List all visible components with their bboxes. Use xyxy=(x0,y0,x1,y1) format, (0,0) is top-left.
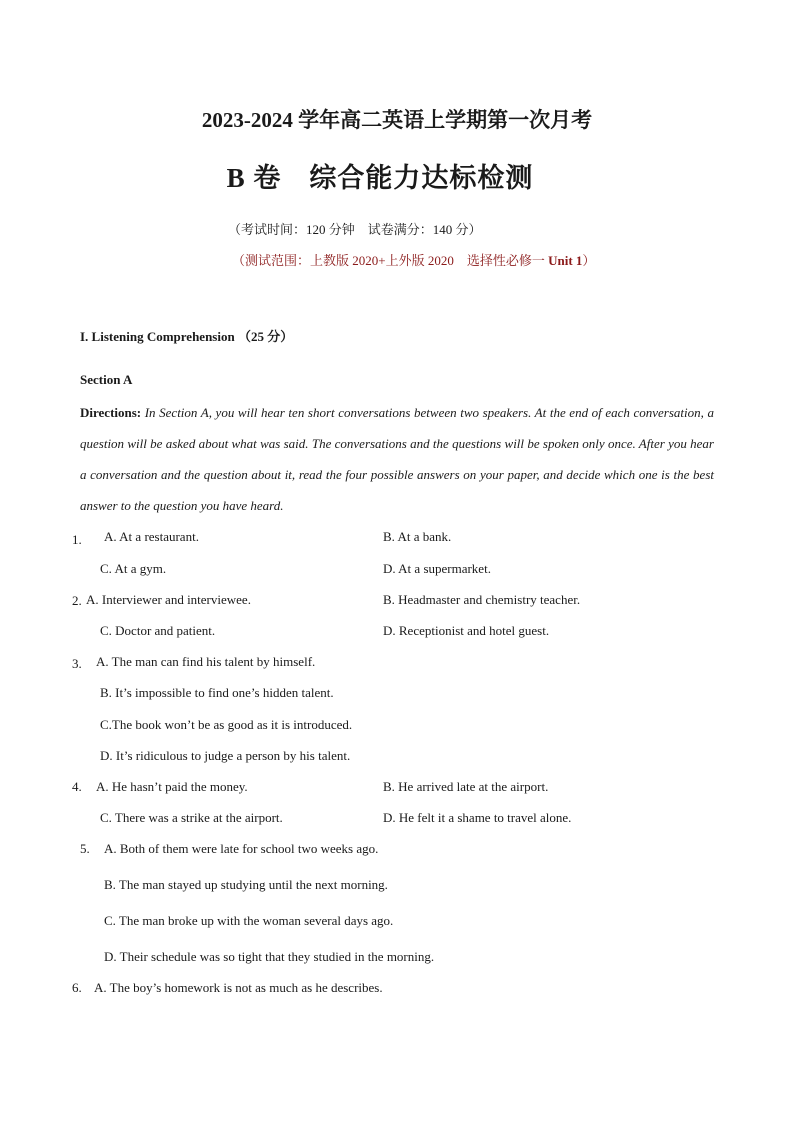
question-2-number: 2. xyxy=(72,593,82,608)
question-6-option-a: A. The boy’s homework is not as much as he describes. xyxy=(94,980,383,995)
question-5-option-d: D. Their schedule was so tight that they studied in the morning. xyxy=(104,949,435,964)
question-3-option-a: A. The man can find his talent by himself. xyxy=(96,654,316,669)
question-1-option-b: B. At a bank. xyxy=(383,529,452,544)
question-5-option-a: A. Both of them were late for school two weeks ago. xyxy=(104,841,379,856)
question-4-option-a: A. He hasn’t paid the money. xyxy=(96,779,248,794)
question-2-option-c: C. Doctor and patient. xyxy=(100,623,216,638)
question-2-option-a: A. Interviewer and interviewee. xyxy=(86,592,251,607)
question-1-option-c: C. At a gym. xyxy=(100,561,167,576)
scope-text: 上教版 2020+上外版 2020 选择性必修一 xyxy=(310,253,549,268)
question-4-number: 4. xyxy=(72,779,82,794)
exam-scope xyxy=(232,250,595,269)
question-2-option-b: B. Headmaster and chemistry teacher. xyxy=(383,592,581,607)
question-1-number: 1. xyxy=(72,532,82,547)
question-5-option-b: B. The man stayed up studying until the next morning. xyxy=(104,877,388,892)
question-4-option-b: B. He arrived late at the airport. xyxy=(383,779,549,794)
section-a-heading: Section A xyxy=(80,372,133,387)
question-3-option-b: B. It’s impossible to find one’s hidden talent. xyxy=(100,685,334,700)
question-1-option-a: A. At a restaurant. xyxy=(104,529,199,544)
question-3-option-c: C.The book won’t be as good as it is introduced. xyxy=(100,717,353,732)
directions-paragraph xyxy=(80,397,714,521)
exam-title: 2023-2024 学年高二英语上学期第一次月考 xyxy=(201,108,593,132)
exam-time-info: （考试时间：120 分钟 试卷满分：140 分） xyxy=(228,222,482,237)
exam-subtitle: B 卷 综合能力达标检测 xyxy=(226,163,534,193)
scope-prefix: （测试范围： xyxy=(232,253,311,268)
section-heading: I. Listening Comprehension （25 分） xyxy=(80,329,294,344)
directions-text: In Section A, you will hear ten short conversations between two speakers. At the end of each conversation, a question will be asked about what was said. The conversations and the questions will be spoken only once. After you hear a conversation and the question about it, read the four possible answers on your paper, and decide which one is the best answer to the question you have heard. xyxy=(80,405,714,513)
scope-unit: Unit 1 xyxy=(548,253,583,268)
question-4-option-c: C. There was a strike at the airport. xyxy=(100,810,283,825)
question-1-option-d: D. At a supermarket. xyxy=(383,561,491,576)
directions-label: Directions: xyxy=(80,405,142,420)
question-5-number: 5. xyxy=(80,841,90,856)
question-3-option-d: D. It’s ridiculous to judge a person by his talent. xyxy=(100,748,351,763)
question-5-option-c: C. The man broke up with the woman several days ago. xyxy=(104,913,394,928)
scope-suffix: ） xyxy=(582,253,596,268)
question-6-number: 6. xyxy=(72,980,82,995)
question-3-number: 3. xyxy=(72,656,82,671)
question-2-option-d: D. Receptionist and hotel guest. xyxy=(383,623,550,638)
question-4-option-d: D. He felt it a shame to travel alone. xyxy=(383,810,572,825)
